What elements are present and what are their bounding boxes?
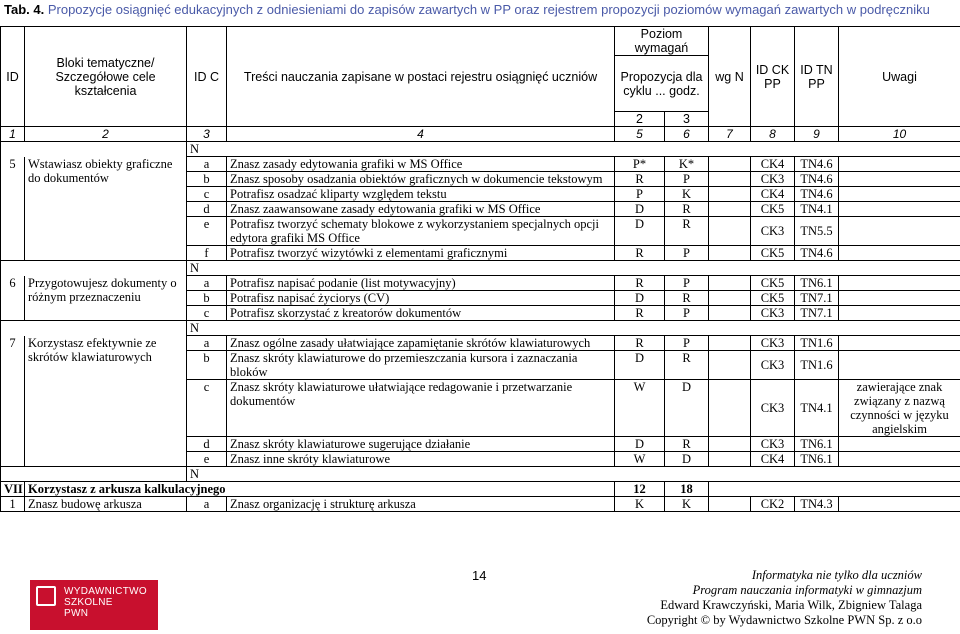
header-id: ID [1, 27, 25, 127]
id-tn: TN7.1 [795, 306, 839, 321]
section-row [1, 482, 960, 497]
item-letter: c [187, 380, 227, 437]
level-3: K* [665, 157, 709, 172]
caption-label: Tab. 4. [4, 2, 45, 17]
wg-n [709, 351, 751, 380]
remark [839, 452, 960, 467]
id-ck: CK5 [751, 291, 795, 306]
item-letter: b [187, 351, 227, 380]
header-uwagi: Uwagi [839, 27, 960, 127]
level-2: R [615, 172, 665, 187]
wg-n [709, 187, 751, 202]
remark [839, 351, 960, 380]
wg-n [709, 157, 751, 172]
credits-line-4: Copyright © by Wydawnictwo Szkolne PWN Sp. z o.o [646, 613, 922, 627]
remark [839, 246, 960, 261]
id-tn: TN4.6 [795, 157, 839, 172]
column-number: 5 [615, 127, 665, 142]
column-number: 1 [1, 127, 25, 142]
item-text: Znasz zasady edytowania grafiki w MS Office [227, 157, 615, 172]
id-ck: CK3 [751, 380, 795, 437]
level-2: R [615, 336, 665, 351]
credits-line-1: Informatyka nie tylko dla uczniów [751, 568, 922, 582]
section-level-2: 12 [615, 482, 665, 497]
column-number-row [1, 127, 960, 142]
block-title: Wstawiasz obiekty graficzne do dokumentów [25, 157, 187, 261]
logo-line-2: SZKOLNE [64, 597, 113, 608]
empty-cell [1, 321, 187, 336]
item-letter: e [187, 217, 227, 246]
id-ck: CK4 [751, 187, 795, 202]
id-tn: TN6.1 [795, 276, 839, 291]
section-title: Korzystasz z arkusza kalkulacyjnego [25, 482, 615, 497]
item-letter: c [187, 306, 227, 321]
n-row [1, 321, 960, 336]
wg-n [709, 246, 751, 261]
item-text: Znasz skróty klawiaturowe ułatwiające redagowanie i przetwarzanie dokumentów [227, 380, 615, 437]
id-ck: CK4 [751, 157, 795, 172]
logo-line-3: PWN [64, 608, 89, 619]
item-text: Znasz inne skróty klawiaturowe [227, 452, 615, 467]
item-text: Potrafisz skorzystać z kreatorów dokumentów [227, 306, 615, 321]
item-text: Potrafisz tworzyć wizytówki z elementami graficznymi [227, 246, 615, 261]
header-content: Treści nauczania zapisane w postaci rejestru osiągnięć uczniów [227, 27, 615, 127]
level-2: P* [615, 157, 665, 172]
remark: zawierające znak związany z nazwą czynności w języku angielskim [839, 380, 960, 437]
empty-cell [1, 261, 187, 276]
publisher-logo [30, 580, 158, 630]
table-caption [4, 2, 930, 18]
id-ck: CK5 [751, 276, 795, 291]
id-ck: CK3 [751, 172, 795, 187]
header-lvl3: 3 [665, 112, 709, 127]
item-letter: e [187, 452, 227, 467]
remark [839, 306, 960, 321]
remark [839, 172, 960, 187]
wg-n [709, 276, 751, 291]
level-3: P [665, 276, 709, 291]
id-ck: CK2 [751, 497, 795, 512]
remark [839, 157, 960, 172]
logo-line-1: WYDAWNICTWO [64, 586, 147, 597]
id-tn: TN4.6 [795, 187, 839, 202]
wg-n [709, 306, 751, 321]
column-number: 4 [227, 127, 615, 142]
footer-credits [647, 568, 922, 628]
header-blocks: Bloki tematyczne/ Szczegółowe cele kształcenia [25, 27, 187, 127]
remark [839, 202, 960, 217]
header-idtn: ID TN PP [795, 27, 839, 127]
section-level-3: 18 [665, 482, 709, 497]
block-id: 5 [1, 157, 25, 261]
item-text: Znasz skróty klawiaturowe do przemieszczania kursora i zaznaczania bloków [227, 351, 615, 380]
item-letter: c [187, 187, 227, 202]
block-id: 1 [1, 497, 25, 512]
block-title: Znasz budowę arkusza [25, 497, 187, 512]
id-tn: TN4.6 [795, 246, 839, 261]
level-3: P [665, 172, 709, 187]
header-idc: ID C [187, 27, 227, 127]
item-letter: a [187, 276, 227, 291]
header-idck: ID CK PP [751, 27, 795, 127]
level-3: K [665, 187, 709, 202]
header-wgn: wg N [709, 27, 751, 127]
level-2: D [615, 437, 665, 452]
block-title: Przygotowujesz dokumenty o różnym przeznaczeniu [25, 276, 187, 321]
table-row [1, 497, 960, 512]
level-2: D [615, 291, 665, 306]
id-tn: TN1.6 [795, 336, 839, 351]
item-text: Znasz ogólne zasady ułatwiające zapamiętanie skrótów klawiaturowych [227, 336, 615, 351]
remark [839, 336, 960, 351]
id-ck: CK3 [751, 306, 795, 321]
level-3: P [665, 306, 709, 321]
id-tn: TN6.1 [795, 437, 839, 452]
wg-n [709, 291, 751, 306]
item-letter: f [187, 246, 227, 261]
wg-n [709, 202, 751, 217]
item-letter: d [187, 202, 227, 217]
n-row [1, 261, 960, 276]
n-label: N [187, 467, 960, 482]
level-2: W [615, 380, 665, 437]
level-2: K [615, 497, 665, 512]
id-ck: CK3 [751, 217, 795, 246]
block-id: 6 [1, 276, 25, 321]
item-letter: b [187, 172, 227, 187]
item-letter: d [187, 437, 227, 452]
item-letter: b [187, 291, 227, 306]
level-3: R [665, 291, 709, 306]
item-text: Potrafisz napisać życiorys (CV) [227, 291, 615, 306]
remark [839, 217, 960, 246]
table-row [1, 336, 960, 351]
table-row [1, 157, 960, 172]
wg-n [709, 452, 751, 467]
id-tn: TN5.5 [795, 217, 839, 246]
header-poziom: Poziom wymagań [615, 27, 709, 56]
table-row [1, 276, 960, 291]
item-text: Potrafisz tworzyć schematy blokowe z wykorzystaniem specjalnych opcji edytora grafiki MS Office [227, 217, 615, 246]
level-2: R [615, 306, 665, 321]
section-id: VII [1, 482, 25, 497]
column-number: 9 [795, 127, 839, 142]
remark [839, 437, 960, 452]
requirements-table [0, 26, 960, 512]
level-2: R [615, 276, 665, 291]
item-letter: a [187, 497, 227, 512]
n-row [1, 142, 960, 157]
header-propozycja: Propozycja dla cyklu ... godz. [615, 56, 709, 112]
item-text: Znasz skróty klawiaturowe sugerujące działanie [227, 437, 615, 452]
wg-n [709, 380, 751, 437]
item-text: Znasz sposoby osadzania obiektów graficznych w dokumencie tekstowym [227, 172, 615, 187]
id-ck: CK5 [751, 246, 795, 261]
block-title: Korzystasz efektywnie ze skrótów klawiaturowych [25, 336, 187, 467]
id-tn: TN6.1 [795, 452, 839, 467]
level-3: R [665, 351, 709, 380]
level-2: W [615, 452, 665, 467]
empty-cell [709, 482, 960, 497]
wg-n [709, 437, 751, 452]
level-3: P [665, 246, 709, 261]
id-tn: TN4.6 [795, 172, 839, 187]
caption-text: Propozycje osiągnięć edukacyjnych z odniesieniami do zapisów zawartych w PP oraz rejestrem propozycji poziomów wymagań zawartych w podręczniku [47, 2, 930, 17]
remark [839, 291, 960, 306]
level-2: R [615, 246, 665, 261]
id-ck: CK5 [751, 202, 795, 217]
id-ck: CK3 [751, 351, 795, 380]
level-3: R [665, 437, 709, 452]
remark [839, 276, 960, 291]
level-3: R [665, 217, 709, 246]
level-3: D [665, 452, 709, 467]
level-2: D [615, 351, 665, 380]
remark [839, 497, 960, 512]
level-3: D [665, 380, 709, 437]
wg-n [709, 172, 751, 187]
level-3: K [665, 497, 709, 512]
n-label: N [187, 142, 960, 157]
wg-n [709, 497, 751, 512]
n-label: N [187, 261, 960, 276]
level-2: P [615, 187, 665, 202]
item-letter: a [187, 157, 227, 172]
wg-n [709, 336, 751, 351]
page-number: 14 [472, 568, 487, 583]
column-number: 3 [187, 127, 227, 142]
remark [839, 187, 960, 202]
credits-line-2: Program nauczania informatyki w gimnazjum [692, 583, 922, 597]
empty-cell [1, 467, 187, 482]
level-3: R [665, 202, 709, 217]
level-2: D [615, 202, 665, 217]
column-number: 10 [839, 127, 960, 142]
block-id: 7 [1, 336, 25, 467]
id-tn: TN4.1 [795, 380, 839, 437]
item-text: Potrafisz osadzać kliparty względem tekstu [227, 187, 615, 202]
column-number: 6 [665, 127, 709, 142]
id-ck: CK3 [751, 437, 795, 452]
id-tn: TN4.1 [795, 202, 839, 217]
item-text: Znasz organizację i strukturę arkusza [227, 497, 615, 512]
column-number: 2 [25, 127, 187, 142]
id-tn: TN1.6 [795, 351, 839, 380]
id-tn: TN7.1 [795, 291, 839, 306]
item-letter: a [187, 336, 227, 351]
credits-line-3: Edward Krawczyński, Maria Wilk, Zbigniew Talaga [660, 598, 922, 612]
logo-mark-icon [36, 586, 56, 606]
id-ck: CK4 [751, 452, 795, 467]
id-ck: CK3 [751, 336, 795, 351]
level-2: D [615, 217, 665, 246]
item-text: Znasz zaawansowane zasady edytowania grafiki w MS Office [227, 202, 615, 217]
header-lvl2: 2 [615, 112, 665, 127]
column-number: 8 [751, 127, 795, 142]
n-label: N [187, 321, 960, 336]
empty-cell [1, 142, 187, 157]
level-3: P [665, 336, 709, 351]
n-row [1, 467, 960, 482]
id-tn: TN4.3 [795, 497, 839, 512]
column-number: 7 [709, 127, 751, 142]
item-text: Potrafisz napisać podanie (list motywacyjny) [227, 276, 615, 291]
wg-n [709, 217, 751, 246]
